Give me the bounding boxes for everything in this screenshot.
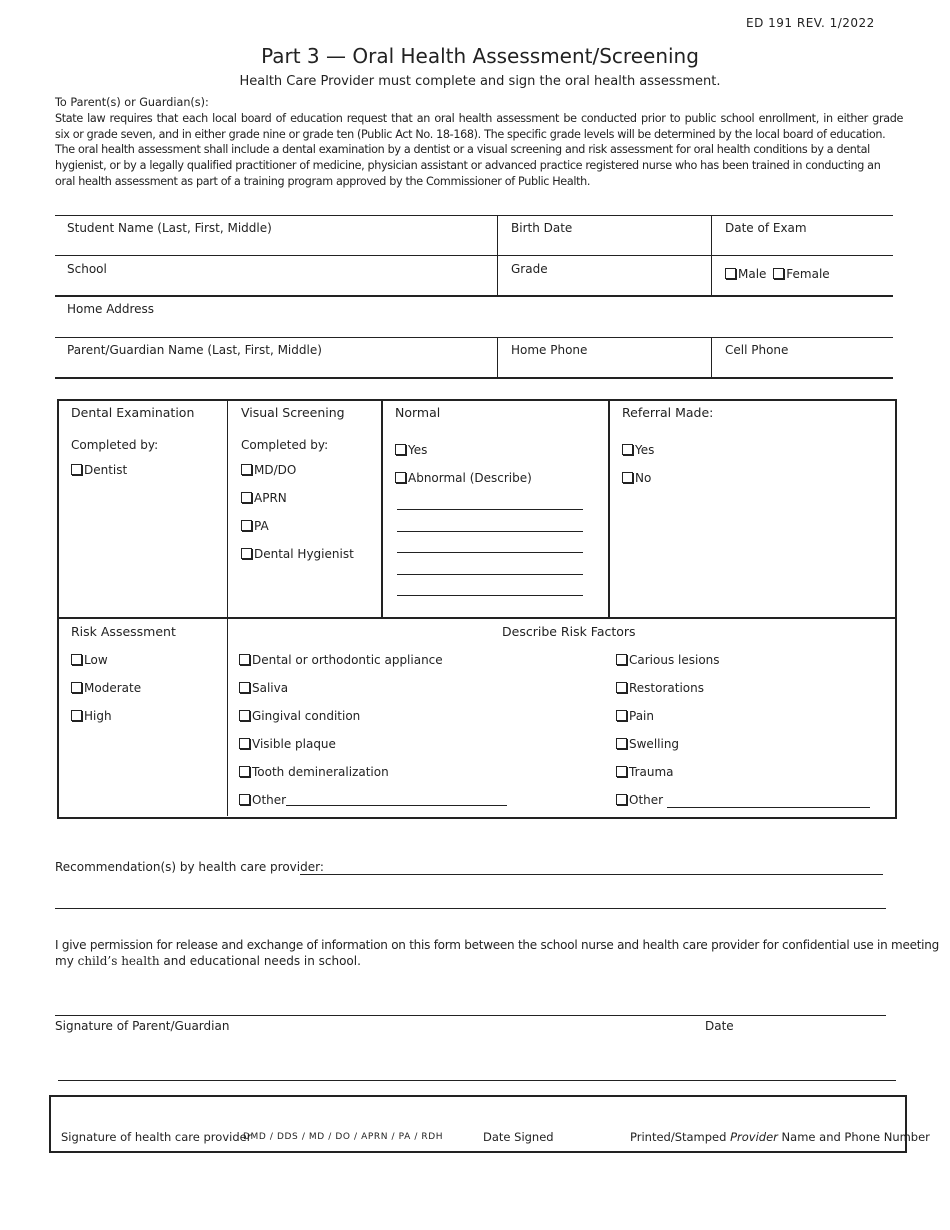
parent-signature-line[interactable] bbox=[55, 1015, 886, 1016]
checkbox[interactable] bbox=[241, 548, 252, 559]
checkbox[interactable] bbox=[395, 472, 406, 483]
normal-yes-option[interactable]: Yes bbox=[395, 443, 427, 457]
divider bbox=[381, 400, 383, 617]
checkbox[interactable] bbox=[71, 654, 82, 665]
abnormal-description-line[interactable] bbox=[397, 595, 583, 596]
intro-greeting: To Parent(s) or Guardian(s): bbox=[55, 96, 209, 109]
risk-factor-other-right[interactable]: Other bbox=[616, 793, 870, 808]
abnormal-description-line[interactable] bbox=[397, 531, 583, 532]
page-subtitle: Health Care Provider must complete and sign the oral health assessment. bbox=[239, 74, 721, 89]
divider bbox=[711, 215, 712, 296]
md-do-option[interactable]: MD/DO bbox=[241, 463, 296, 477]
visual-screening-heading: Visual Screening bbox=[241, 405, 345, 420]
student-name-field[interactable]: Student Name (Last, First, Middle) bbox=[67, 221, 272, 235]
checkbox[interactable] bbox=[71, 464, 82, 475]
normal-heading: Normal bbox=[395, 405, 441, 420]
divider bbox=[55, 215, 893, 216]
parent-signature-label: Signature of Parent/Guardian bbox=[55, 1019, 230, 1033]
provider-signature-label: Signature of health care provider bbox=[61, 1130, 252, 1144]
checkbox[interactable] bbox=[616, 654, 627, 665]
divider bbox=[55, 295, 893, 297]
exam-table-border bbox=[57, 399, 897, 819]
checkbox[interactable] bbox=[616, 710, 627, 721]
checkbox[interactable] bbox=[239, 794, 250, 805]
risk-factors-heading: Describe Risk Factors bbox=[502, 624, 636, 639]
other-line[interactable] bbox=[286, 793, 507, 806]
visual-screening-completed-by: Completed by: bbox=[241, 438, 329, 452]
cell-phone-field[interactable]: Cell Phone bbox=[725, 343, 789, 357]
divider bbox=[227, 400, 228, 816]
male-label: Male bbox=[738, 267, 767, 281]
recommendation-line-2[interactable] bbox=[55, 908, 886, 909]
female-label: Female bbox=[786, 267, 830, 281]
abnormal-description-line[interactable] bbox=[397, 574, 583, 575]
recommendation-label: Recommendation(s) by health care provider: bbox=[55, 860, 324, 874]
checkbox[interactable] bbox=[239, 766, 250, 777]
provider-date-signed: Date Signed bbox=[483, 1130, 554, 1144]
divider bbox=[711, 337, 712, 377]
permission-line: my child’s health and educational needs in school. bbox=[55, 954, 361, 968]
male-checkbox[interactable] bbox=[725, 268, 736, 279]
abnormal-description-line[interactable] bbox=[397, 509, 583, 510]
divider bbox=[55, 337, 893, 338]
checkbox[interactable] bbox=[395, 444, 406, 455]
intro-line: hygienist, or by a legally qualified practitioner of medicine, physician assistant or advanced practice registered nurse who has been trained in conducting an bbox=[55, 159, 881, 173]
grade-field[interactable]: Grade bbox=[511, 262, 548, 276]
referral-yes-option[interactable]: Yes bbox=[622, 443, 654, 457]
divider bbox=[55, 255, 893, 256]
risk-factor-option[interactable]: Saliva bbox=[239, 681, 288, 695]
checkbox[interactable] bbox=[241, 492, 252, 503]
risk-factor-option[interactable]: Swelling bbox=[616, 737, 679, 751]
school-field[interactable]: School bbox=[67, 262, 107, 276]
parent-signature-date-label: Date bbox=[705, 1019, 734, 1033]
divider bbox=[497, 337, 498, 377]
checkbox[interactable] bbox=[616, 682, 627, 693]
risk-factor-option[interactable]: Gingival condition bbox=[239, 709, 360, 723]
risk-factor-option[interactable]: Pain bbox=[616, 709, 654, 723]
risk-factor-other-left[interactable]: Other bbox=[239, 793, 507, 807]
checkbox[interactable] bbox=[616, 794, 627, 805]
dental-hygienist-option[interactable]: Dental Hygienist bbox=[241, 547, 354, 561]
risk-factor-option[interactable]: Trauma bbox=[616, 765, 674, 779]
checkbox[interactable] bbox=[241, 520, 252, 531]
form-code: ED 191 REV. 1/2022 bbox=[746, 16, 875, 30]
risk-assessment-heading: Risk Assessment bbox=[71, 624, 176, 639]
risk-low-option[interactable]: Low bbox=[71, 653, 108, 667]
intro-line: The oral health assessment shall include a dental examination by a dentist or a visual screening and risk assessment for oral health conditions by a dental bbox=[55, 143, 870, 157]
checkbox[interactable] bbox=[71, 682, 82, 693]
permission-line: I give permission for release and exchange of information on this form between the school nurse and health care provider for confidential use in meeting bbox=[55, 938, 939, 952]
dental-exam-completed-by: Completed by: bbox=[71, 438, 159, 452]
date-of-exam-field[interactable]: Date of Exam bbox=[725, 221, 807, 235]
checkbox[interactable] bbox=[239, 738, 250, 749]
abnormal-description-line[interactable] bbox=[397, 552, 583, 553]
dentist-option[interactable]: Dentist bbox=[71, 463, 127, 477]
divider bbox=[608, 400, 610, 617]
permission-statement bbox=[55, 937, 939, 969]
checkbox[interactable] bbox=[239, 682, 250, 693]
checkbox[interactable] bbox=[239, 654, 250, 665]
divider bbox=[497, 215, 498, 296]
checkbox[interactable] bbox=[239, 710, 250, 721]
divider bbox=[55, 377, 893, 379]
checkbox[interactable] bbox=[616, 738, 627, 749]
risk-high-option[interactable]: High bbox=[71, 709, 112, 723]
checkbox[interactable] bbox=[71, 710, 82, 721]
female-checkbox[interactable] bbox=[773, 268, 784, 279]
risk-factor-option[interactable]: Restorations bbox=[616, 681, 704, 695]
provider-credentials: DMD / DDS / MD / DO / APRN / PA / RDH bbox=[243, 1132, 444, 1142]
risk-factor-option[interactable]: Tooth demineralization bbox=[239, 765, 389, 779]
risk-factor-option[interactable]: Dental or orthodontic appliance bbox=[239, 653, 443, 667]
provider-signature-box[interactable] bbox=[49, 1095, 907, 1153]
checkbox[interactable] bbox=[622, 472, 633, 483]
referral-heading: Referral Made: bbox=[622, 405, 714, 420]
pa-option[interactable]: PA bbox=[241, 519, 269, 533]
risk-factor-option[interactable]: Carious lesions bbox=[616, 653, 720, 667]
checkbox[interactable] bbox=[622, 444, 633, 455]
intro-line: oral health assessment as part of a training program approved by the Commissioner of Public Health. bbox=[55, 174, 591, 188]
abnormal-option[interactable]: Abnormal (Describe) bbox=[395, 471, 532, 485]
intro-paragraph bbox=[55, 95, 903, 190]
dental-exam-heading: Dental Examination bbox=[71, 405, 195, 420]
parent-name-field[interactable]: Parent/Guardian Name (Last, First, Middle) bbox=[67, 343, 322, 357]
recommendation-line[interactable] bbox=[300, 874, 883, 875]
checkbox[interactable] bbox=[616, 766, 627, 777]
page-title: Part 3 — Oral Health Assessment/Screening bbox=[261, 44, 699, 68]
other-line[interactable] bbox=[667, 795, 870, 808]
home-address-field[interactable]: Home Address bbox=[67, 302, 155, 316]
birth-date-field[interactable]: Birth Date bbox=[511, 221, 573, 235]
intro-line: six or grade seven, and in either grade nine or grade ten (Public Act No. 18-168). The specific grade levels will be determined by the local board of education. bbox=[55, 127, 886, 141]
checkbox[interactable] bbox=[241, 464, 252, 475]
divider bbox=[57, 617, 895, 619]
intro-line: State law requires that each local board of education request that an oral health assessment be conducted prior to public school enrollment, in either grade bbox=[55, 111, 903, 125]
aprn-option[interactable]: APRN bbox=[241, 491, 287, 505]
provider-printed-name: Printed/Stamped Provider Name and Phone Number bbox=[630, 1130, 930, 1144]
referral-no-option[interactable]: No bbox=[622, 471, 651, 485]
risk-factor-option[interactable]: Visible plaque bbox=[239, 737, 336, 751]
gender-options bbox=[725, 267, 830, 281]
risk-moderate-option[interactable]: Moderate bbox=[71, 681, 141, 695]
home-phone-field[interactable]: Home Phone bbox=[511, 343, 588, 357]
provider-signature-line[interactable] bbox=[58, 1080, 896, 1081]
